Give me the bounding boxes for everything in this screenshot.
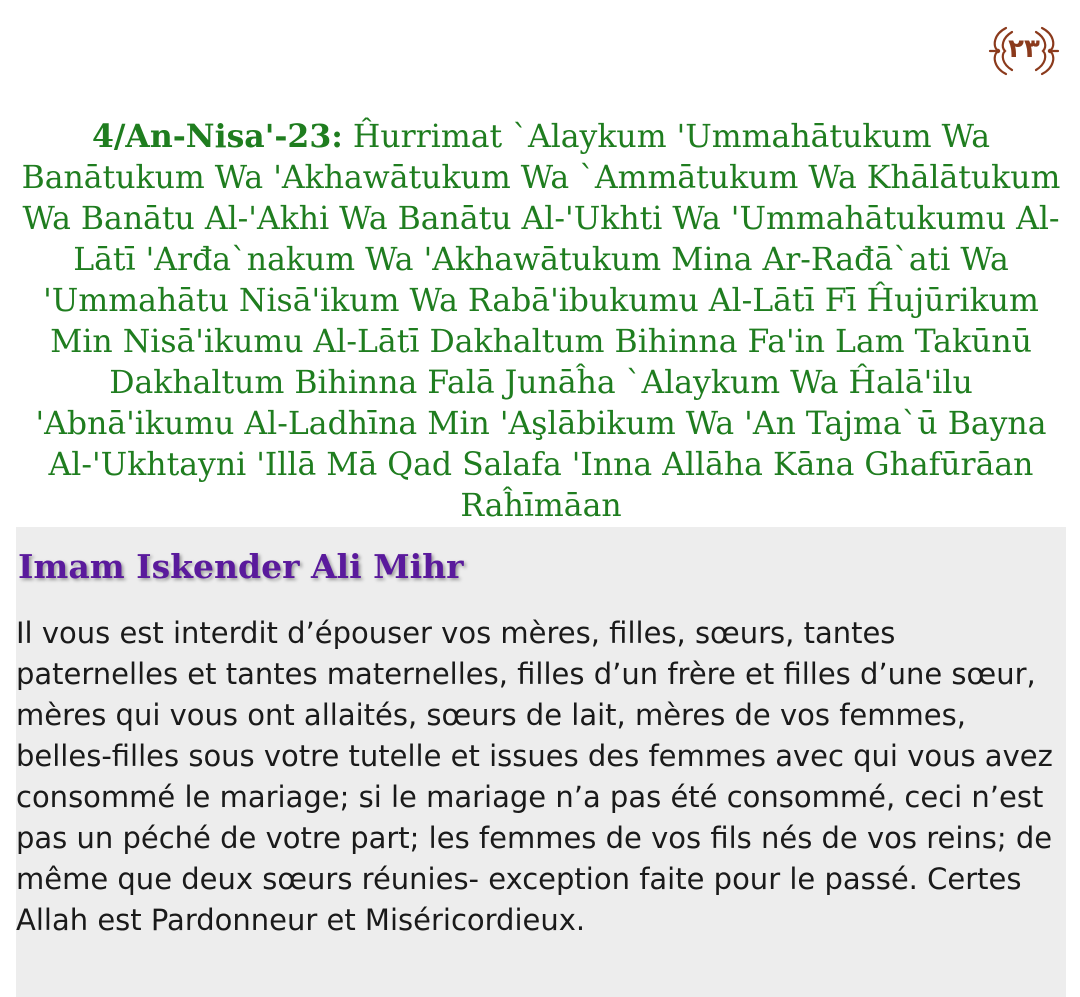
translator-name: Imam Iskender Ali Mihr [18,547,464,586]
translation-text: Il vous est interdit d’épouser vos mères, filles, sœurs, tantes paternelles et tantes maternelles, filles d’un frère et filles d’une sœur, mères qui vous ont allaités, sœurs de lait, mères de vos femmes, belles-filles sous votre tutelle et issues des femmes avec qui vous avez consommé le mariage; si le mariage n’a pas été consommé, ceci n’est pas un péché de votre part; les femmes de vos fils nés de vos reins; de même que deux sœurs réunies- exception faite pour le passé. Certes Allah est Pardonneur et Miséricordieux. [16,616,1053,937]
page-number: ٢٣ [1008,34,1040,64]
verse-reference: 4/An-Nisa'-23: [91,118,343,155]
translation-panel [16,527,1066,997]
page-number-badge [986,20,1062,82]
verse-transliteration-block [16,116,1066,527]
verse-transliteration: Ĥurrimat `Alaykum 'Ummahātukum Wa Banātukum Wa 'Akhawātukum Wa `Ammātukum Wa Khālātukum Wa Banātu Al-'Akhi Wa Banātu Al-'Ukhti Wa 'Ummahātukumu Al-Lātī 'Arđa`nakum Wa 'Akhawātukum Mina Ar-Rađā`ati Wa 'Ummahātu Nisā'ikum Wa Rabā'ibukumu Al-Lātī Fī Ĥujūrikum Min Nisā'ikumu Al-Lātī Dakhaltum Bihinna Fa'in Lam Takūnū Dakhaltum Bihinna Falā Junāĥa `Alaykum Wa Ĥalā'ilu 'Abnā'ikumu Al-Ladhīna Min 'Aşlābikum Wa 'An Tajma`ū Bayna Al-'Ukhtayni 'Illā Mā Qad Salafa 'Inna Allāha Kāna Ghafūrāan Raĥīmāan [21,119,1061,524]
